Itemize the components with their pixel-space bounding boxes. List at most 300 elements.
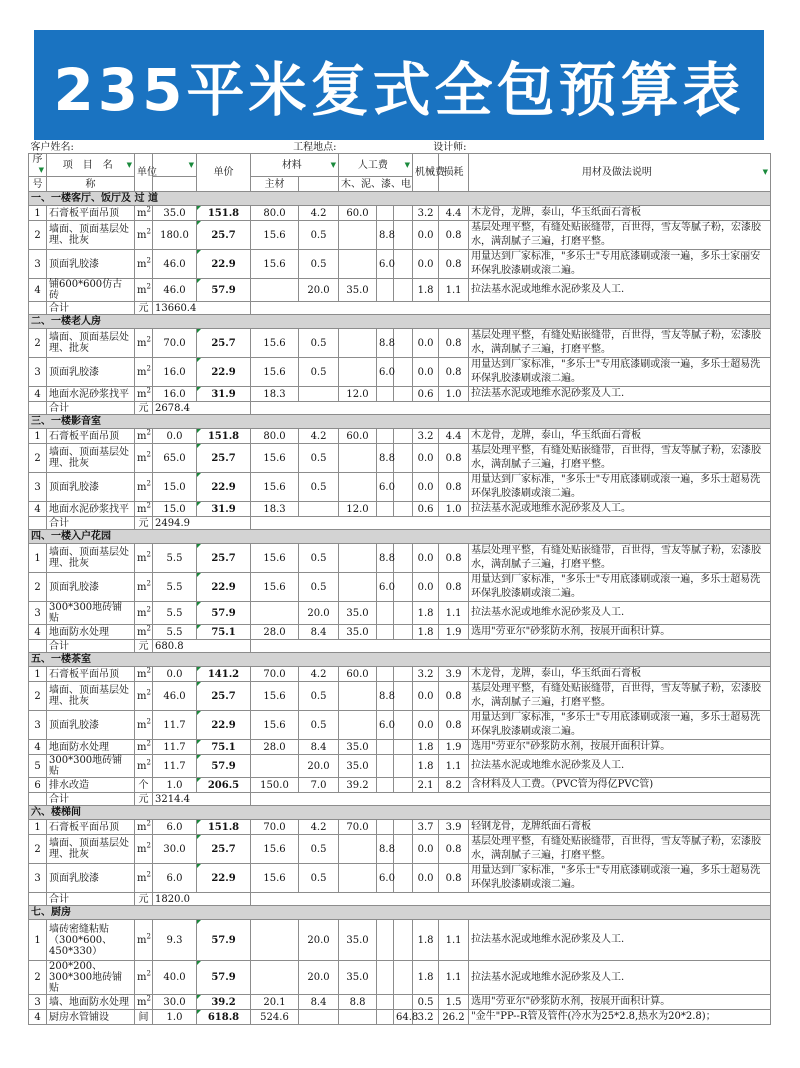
loss-cell: 1.1 [439,279,469,302]
main-material-cell [251,755,299,778]
labor-paint-cell: 6.0 [377,250,394,279]
item-name: 200*200、300*300地砖铺贴 [47,961,135,995]
labor-paint-cell: 8.8 [377,329,394,358]
description-cell: 拉法基水泥或地维水泥砂浆及人工. [469,602,771,625]
labor-wood-cell [339,835,377,864]
unit-cell: $m^2$ [135,444,153,473]
machine-fee-cell: 1.8 [413,602,439,625]
unit-cell: $m^2$ [135,835,153,864]
loss-cell: 0.8 [439,835,469,864]
row-number: 2 [29,329,47,358]
loss-cell: 4.4 [439,429,469,444]
subtotal-label: 合计 [47,793,135,806]
machine-fee-cell: 0.6 [413,502,439,517]
labor-elec-cell [394,995,413,1010]
labor-wood-cell: 35.0 [339,740,377,755]
main-material-cell: 150.0 [251,778,299,793]
section-title: 一、一楼客厅、饭厅及 过 道 [29,192,771,206]
subtotal-unit: 元 [135,640,153,653]
table-row [29,573,771,602]
machine-fee-cell: 3.2 [413,667,439,682]
table-row [29,250,771,279]
cell-marker-icon [197,1010,201,1014]
unit-cell: $m^2$ [135,358,153,387]
aux-material-cell: 0.5 [299,544,339,573]
subtotal-label: 合计 [47,517,135,530]
labor-wood-cell [339,250,377,279]
row-number: 4 [29,625,47,640]
cell-marker-icon [197,778,201,782]
machine-fee-cell: 0.0 [413,682,439,711]
table-row [29,279,771,302]
unit-cell: $m^2$ [135,279,153,302]
unit-price-cell: 31.9 [197,502,251,517]
quantity-cell: 35.0 [153,206,197,221]
item-name: 墙面、顶面基层处理、批灰 [47,544,135,573]
aux-material-cell: 20.0 [299,279,339,302]
table-row [29,544,771,573]
item-name: 墙面、顶面基层处理、批灰 [47,835,135,864]
unit-cell: $m^2$ [135,920,153,961]
quantity-cell: 11.7 [153,755,197,778]
main-material-cell: 70.0 [251,667,299,682]
section-header [29,415,771,429]
quantity-cell: 180.0 [153,221,197,250]
subtotal-label: 合计 [47,402,135,415]
labor-elec-cell [394,502,413,517]
labor-wood-cell [339,544,377,573]
labor-wood-cell: 12.0 [339,502,377,517]
main-material-cell: 15.6 [251,358,299,387]
designer-label: 设计师: [433,141,467,153]
machine-fee-cell: 0.5 [413,995,439,1010]
labor-elec-cell [394,961,413,995]
unit-cell: $m^2$ [135,429,153,444]
subtotal-spacer [29,302,47,315]
description-cell: 用量达到厂家标准，"多乐士"专用底漆刷或滚一遍，多乐士超易洗环保乳胶漆刷或滚二遍。 [469,358,771,387]
unit-cell: $m^2$ [135,221,153,250]
subtotal-unit: 元 [135,302,153,315]
section-header [29,806,771,820]
row-number: 3 [29,711,47,740]
labor-paint-cell: 6.0 [377,358,394,387]
cell-marker-icon [197,864,201,868]
description-cell: 基层处理平整，有缝处贴嵌缝带，百世得，雪友等腻子粉，宏漆胶水，满刮腻子三遍，打磨平整。 [469,835,771,864]
main-material-cell: 524.6 [251,1010,299,1025]
description-cell: "金牛"PP--R管及管件(冷水为25*2.8,热水为20*2.8)； [469,1010,771,1025]
aux-material-cell: 20.0 [299,755,339,778]
unit-price-cell: 151.8 [197,429,251,444]
subtotal-filler [251,517,771,530]
labor-paint-cell [377,429,394,444]
description-cell: 基层处理平整，有缝处贴嵌缝带，百世得，雪友等腻子粉，宏漆胶水，满刮腻子三遍，打磨平整。 [469,682,771,711]
aux-material-cell: 4.2 [299,429,339,444]
labor-paint-cell: 8.8 [377,544,394,573]
title-banner [34,30,764,140]
description-cell: 基层处理平整，有缝处贴嵌缝带，百世得，雪友等腻子粉，宏漆胶水，满刮腻子三遍，打磨平整。 [469,544,771,573]
aux-material-cell: 0.5 [299,864,339,893]
main-material-cell: 15.6 [251,835,299,864]
subtotal-unit: 元 [135,517,153,530]
subtotal-row [29,517,771,530]
unit-price-cell: 57.9 [197,961,251,995]
header-desc[interactable]: 用材及做法说明 ▼ [469,154,771,192]
subtotal-value: 13660.4 [153,302,251,315]
section-header [29,315,771,329]
unit-price-cell: 151.8 [197,820,251,835]
unit-price-cell: 57.9 [197,279,251,302]
unit-price-cell: 618.8 [197,1010,251,1025]
cell-marker-icon [197,444,201,448]
machine-fee-cell: 1.8 [413,279,439,302]
unit-price-cell: 22.9 [197,573,251,602]
main-material-cell: 15.6 [251,473,299,502]
labor-elec-cell [394,740,413,755]
aux-material-cell: 0.5 [299,329,339,358]
unit-cell: 间 [135,1010,153,1025]
quantity-cell: 46.0 [153,682,197,711]
machine-fee-cell: 1.8 [413,755,439,778]
item-name: 墙面、顶面基层处理、批灰 [47,329,135,358]
description-cell: 木龙骨，龙牌，泰山，华玉纸面石膏板 [469,206,771,221]
description-cell: 拉法基水泥或地维水泥砂浆及人工. [469,961,771,995]
unit-price-cell: 206.5 [197,778,251,793]
loss-cell: 0.8 [439,221,469,250]
aux-material-cell [299,1010,339,1025]
aux-material-cell: 0.5 [299,473,339,502]
subtotal-row [29,893,771,906]
machine-fee-cell: 0.0 [413,221,439,250]
labor-elec-cell [394,221,413,250]
item-name: 厨房水管铺设 [47,1010,135,1025]
labor-paint-cell: 6.0 [377,473,394,502]
main-material-cell [251,961,299,995]
cell-marker-icon [197,206,201,210]
main-material-cell: 80.0 [251,429,299,444]
unit-price-cell: 57.9 [197,755,251,778]
quantity-cell: 15.0 [153,473,197,502]
subtotal-value: 2678.4 [153,402,251,415]
cell-marker-icon [197,221,201,225]
section-header [29,906,771,920]
header-unit[interactable]: 单位 [135,154,153,192]
labor-paint-cell: 8.8 [377,835,394,864]
description-cell: 选用"劳亚尔"砂浆防水剂，按展开面积计算。 [469,740,771,755]
unit-cell: $m^2$ [135,995,153,1010]
subtotal-value: 2494.9 [153,517,251,530]
unit-price-cell: 22.9 [197,250,251,279]
labor-wood-cell: 70.0 [339,820,377,835]
labor-wood-cell [339,711,377,740]
cell-marker-icon [197,250,201,254]
header-price[interactable]: 单价 [197,154,251,192]
section-header [29,653,771,667]
labor-elec-cell [394,778,413,793]
row-number: 2 [29,835,47,864]
machine-fee-cell: 0.0 [413,444,439,473]
subtotal-unit: 元 [135,402,153,415]
unit-cell: $m^2$ [135,602,153,625]
labor-wood-cell: 39.2 [339,778,377,793]
description-cell: 拉法基水泥或地维水泥砂浆及人工。 [469,502,771,517]
unit-price-cell: 22.9 [197,864,251,893]
table-row [29,502,771,517]
labor-paint-cell [377,778,394,793]
description-cell: 用量达到厂家标准，"多乐士"专用底漆刷或滚一遍，多乐士超易洗环保乳胶漆刷或滚二遍。 [469,711,771,740]
budget-sheet [28,141,770,1025]
machine-fee-cell: 3.7 [413,820,439,835]
quantity-cell: 5.5 [153,602,197,625]
item-name: 地面防水处理 [47,625,135,640]
item-name: 顶面乳胶漆 [47,573,135,602]
cell-marker-icon [197,625,201,629]
quantity-cell: 40.0 [153,961,197,995]
unit-cell: 个 [135,778,153,793]
unit-cell: $m^2$ [135,755,153,778]
subtotal-spacer [29,640,47,653]
item-name: 地面水泥砂浆找平 [47,502,135,517]
item-name: 墙面、顶面基层处理、批灰 [47,221,135,250]
labor-elec-cell [394,279,413,302]
header-material[interactable]: 材料 ▼ [251,154,339,177]
unit-cell: $m^2$ [135,573,153,602]
description-cell: 选用"劳亚尔"砂浆防水剂，按展开面积计算。 [469,625,771,640]
aux-material-cell: 20.0 [299,920,339,961]
item-name: 铺600*600仿古砖 [47,279,135,302]
main-material-cell: 15.6 [251,444,299,473]
row-number: 5 [29,755,47,778]
main-material-cell: 18.3 [251,387,299,402]
row-number: 3 [29,995,47,1010]
info-row [29,141,771,154]
labor-wood-cell [339,1010,377,1025]
cell-marker-icon [197,602,201,606]
loss-cell: 1.0 [439,387,469,402]
unit-cell: $m^2$ [135,864,153,893]
labor-paint-cell [377,279,394,302]
loss-cell: 0.8 [439,329,469,358]
description-cell: 基层处理平整，有缝处贴嵌缝带，百世得，雪友等腻子粉，宏漆胶水，满刮腻子三遍，打磨平整。 [469,444,771,473]
unit-cell: $m^2$ [135,961,153,995]
quantity-cell: 6.0 [153,820,197,835]
unit-cell: $m^2$ [135,250,153,279]
quantity-cell: 11.7 [153,740,197,755]
cell-marker-icon [197,755,201,759]
section-title: 五、一楼茶室 [29,653,771,667]
header-seq[interactable]: 序 ▼ [29,154,47,177]
labor-paint-cell [377,625,394,640]
row-number: 2 [29,221,47,250]
labor-elec-cell [394,206,413,221]
subtotal-label: 合计 [47,302,135,315]
quantity-cell: 5.5 [153,544,197,573]
quantity-cell: 1.0 [153,778,197,793]
labor-paint-cell [377,502,394,517]
labor-paint-cell [377,820,394,835]
loss-cell: 0.8 [439,573,469,602]
row-number: 4 [29,502,47,517]
description-cell: 用量达到厂家标准，"多乐士"专用底漆刷或滚一遍，多乐士超易洗环保乳胶漆刷或滚二遍。 [469,573,771,602]
labor-paint-cell: 8.8 [377,682,394,711]
cell-marker-icon [197,920,201,924]
unit-cell: $m^2$ [135,740,153,755]
labor-paint-cell [377,755,394,778]
aux-material-cell: 8.4 [299,625,339,640]
labor-wood-cell [339,329,377,358]
subtotal-filler [251,793,771,806]
table-row [29,387,771,402]
labor-wood-cell: 60.0 [339,429,377,444]
table-row [29,755,771,778]
loss-cell: 0.8 [439,711,469,740]
quantity-cell: 5.5 [153,625,197,640]
subtotal-row [29,640,771,653]
main-material-cell: 18.3 [251,502,299,517]
description-cell: 基层处理平整，有缝处贴嵌缝带，百世得，雪友等腻子粉，宏漆胶水，满刮腻子三遍，打磨平整。 [469,329,771,358]
machine-fee-cell: 2.1 [413,778,439,793]
quantity-cell: 5.5 [153,573,197,602]
header-item-name[interactable]: 项 目 名 ▼ [47,154,135,177]
labor-wood-cell [339,682,377,711]
table-row [29,920,771,961]
item-name: 顶面乳胶漆 [47,473,135,502]
main-material-cell [251,602,299,625]
main-material-cell [251,920,299,961]
aux-material-cell [299,502,339,517]
main-material-cell: 28.0 [251,625,299,640]
item-name: 石膏板平面吊顶 [47,667,135,682]
description-cell: 含材料及人工费。（PVC管为得亿PVC管) [469,778,771,793]
description-cell: 拉法基水泥或地维水泥砂浆及人工. [469,279,771,302]
description-cell: 木龙骨，龙牌，泰山，华玉纸面石膏板 [469,429,771,444]
unit-price-cell: 25.7 [197,544,251,573]
labor-elec-cell [394,755,413,778]
cell-marker-icon [197,711,201,715]
loss-cell: 3.9 [439,820,469,835]
header-labor[interactable]: 人工费 ▼ [339,154,413,177]
unit-cell: $m^2$ [135,667,153,682]
subtotal-label: 合计 [47,893,135,906]
unit-cell: $m^2$ [135,329,153,358]
subtotal-filler [251,640,771,653]
subtotal-row [29,793,771,806]
unit-price-cell: 75.1 [197,740,251,755]
cell-marker-icon [197,329,201,333]
machine-fee-cell: 0.0 [413,835,439,864]
row-number: 2 [29,444,47,473]
quantity-cell: 16.0 [153,358,197,387]
labor-elec-cell [394,864,413,893]
table-row [29,820,771,835]
subtotal-label: 合计 [47,640,135,653]
filter-arrow-icon: ▼ [188,160,194,169]
item-name: 300*300地砖铺贴 [47,755,135,778]
aux-material-cell: 4.2 [299,206,339,221]
table-row [29,667,771,682]
table-row [29,358,771,387]
loss-cell: 1.1 [439,961,469,995]
filter-arrow-icon: ▼ [404,160,411,169]
loss-cell: 0.8 [439,444,469,473]
item-name: 顶面乳胶漆 [47,250,135,279]
loss-cell: 1.1 [439,602,469,625]
item-name: 排水改造 [47,778,135,793]
labor-elec-cell [394,625,413,640]
section-title: 七、厨房 [29,906,771,920]
unit-price-cell: 39.2 [197,995,251,1010]
row-number: 3 [29,864,47,893]
unit-cell: $m^2$ [135,682,153,711]
header-item-name-2: 称 [47,177,135,192]
labor-elec-cell [394,682,413,711]
description-cell: 拉法基水泥或地维水泥砂浆及人工. [469,920,771,961]
main-material-cell: 15.6 [251,682,299,711]
aux-material-cell: 7.0 [299,778,339,793]
aux-material-cell: 20.0 [299,961,339,995]
cell-marker-icon [197,473,201,477]
quantity-cell: 15.0 [153,502,197,517]
aux-material-cell: 8.4 [299,740,339,755]
item-name: 墙砖密缝粘贴（300*600、450*330） [47,920,135,961]
unit-price-cell: 25.7 [197,682,251,711]
row-number: 1 [29,429,47,444]
quantity-cell: 6.0 [153,864,197,893]
labor-paint-cell: 8.8 [377,221,394,250]
header-machine[interactable]: 机械费 [413,154,439,192]
cell-marker-icon [197,573,201,577]
main-material-cell: 15.6 [251,864,299,893]
loss-cell: 0.8 [439,544,469,573]
machine-fee-cell: 3.2 [413,429,439,444]
item-name: 地面水泥砂浆找平 [47,387,135,402]
loss-cell: 1.1 [439,755,469,778]
labor-wood-cell: 8.8 [339,995,377,1010]
main-material-cell: 28.0 [251,740,299,755]
header-loss[interactable]: 损耗 [439,154,469,192]
header-qty[interactable] [153,154,197,177]
subtotal-filler [251,302,771,315]
subtotal-spacer [29,793,47,806]
table-row [29,429,771,444]
machine-fee-cell: 0.0 [413,864,439,893]
subtotal-row [29,302,771,315]
labor-elec-cell [394,835,413,864]
row-number: 2 [29,682,47,711]
labor-elec-cell: 64.8 [394,1010,413,1025]
cell-marker-icon [197,429,201,433]
header-row-1 [29,154,771,177]
unit-price-cell: 141.2 [197,667,251,682]
labor-wood-cell: 60.0 [339,206,377,221]
unit-price-cell: 57.9 [197,920,251,961]
item-name: 石膏板平面吊顶 [47,820,135,835]
aux-material-cell: 0.5 [299,358,339,387]
table-row [29,995,771,1010]
subtotal-row [29,402,771,415]
row-number: 6 [29,778,47,793]
table-row [29,835,771,864]
subtotal-unit: 元 [135,893,153,906]
machine-fee-cell: 3.2 [413,206,439,221]
labor-wood-cell: 35.0 [339,279,377,302]
cell-marker-icon [197,835,201,839]
labor-paint-cell [377,1010,394,1025]
quantity-cell: 1.0 [153,1010,197,1025]
quantity-cell: 46.0 [153,250,197,279]
unit-price-cell: 22.9 [197,473,251,502]
item-name: 地面防水处理 [47,740,135,755]
row-number: 4 [29,279,47,302]
